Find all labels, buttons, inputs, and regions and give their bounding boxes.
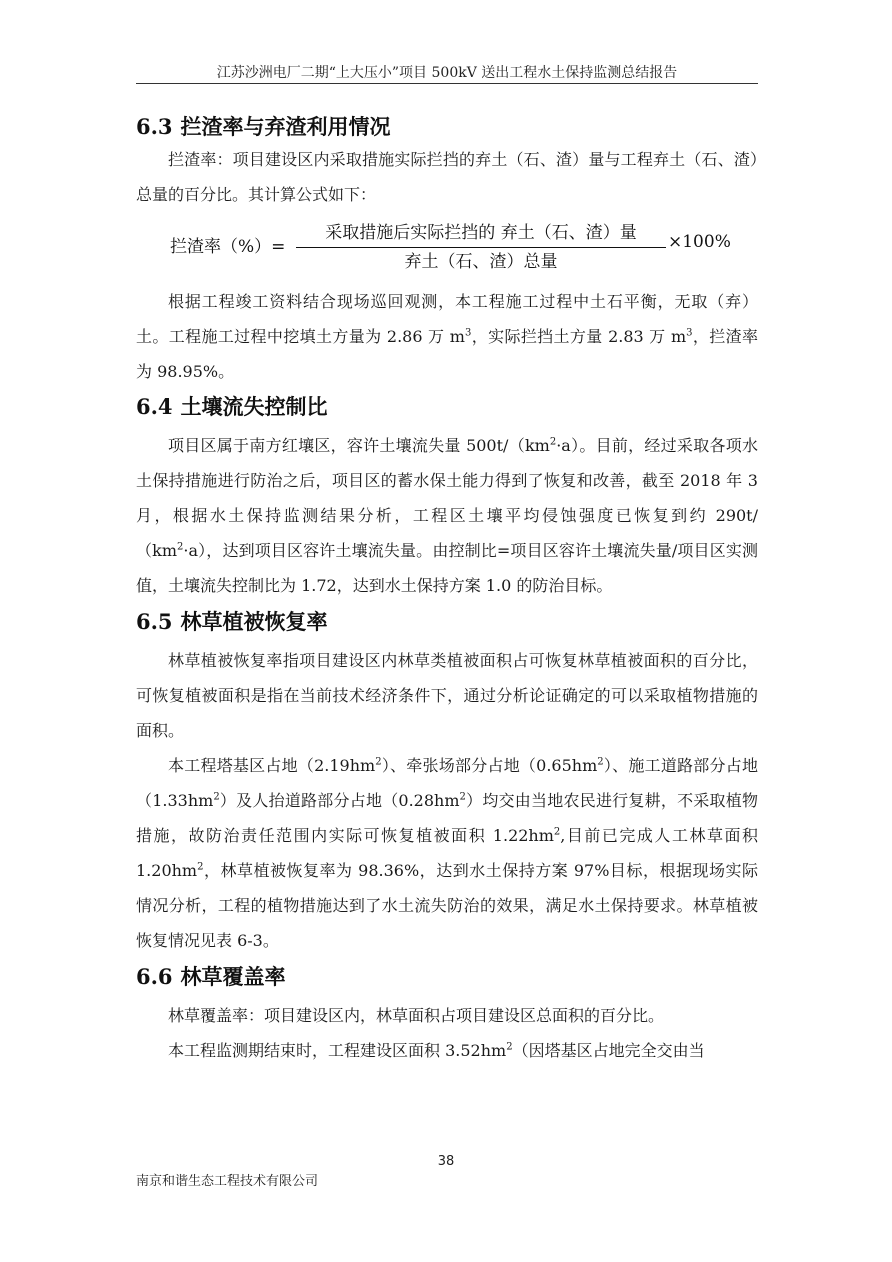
text-run: ）、施工道路部分占地（1.33hm <box>136 756 758 810</box>
formula-rhs: ×100% <box>668 232 731 252</box>
text-run: ·a），达到项目区容许土壤流失量。由控制比=项目区容许土壤流失量/项目区实测值，土壤流失控制比为 1.72，达到水土保持方案 1.0 的防治目标。 <box>136 541 758 595</box>
text-run: 本工程监测期结束时，工程建设区面积 3.52hm <box>168 1041 507 1060</box>
superscript: 2 <box>459 791 466 803</box>
superscript: 2 <box>553 826 561 838</box>
superscript: 2 <box>375 756 382 768</box>
text-run: ·a）。目前，经过采取各项水土保持措施进行防治之后，项目区的蓄水保土能力得到了恢复和改善，截至 2018 年 3 月，根据水土保持监测结果分析，工程区土壤平均侵蚀强度已恢复到约 290t/（km <box>136 436 758 560</box>
paragraph-vegetation-definition: 林草植被恢复率指项目建设区内林草类植被面积占可恢复林草植被面积的百分比，可恢复植被面积是指在当前技术经济条件下，通过分析论证确定的可以采取植物措施的面积。 <box>136 651 758 740</box>
superscript: 3 <box>686 327 693 339</box>
footer-company-name: 南京和谐生态工程技术有限公司 <box>136 1174 319 1189</box>
superscript: 2 <box>506 1041 513 1053</box>
text-run: 项目区属于南方红壤区，容许土壤流失量 500t/（km <box>168 436 550 455</box>
section-title: 拦渣率与弃渣利用情况 <box>180 114 391 139</box>
section-number: 6.6 <box>136 964 173 989</box>
text-run: ）均交由当地农民进行复耕，不采取植物措施，故防治责任范围内实际可恢复植被面积 1.22hm <box>136 791 758 845</box>
paragraph-soil-loss-control <box>136 428 758 603</box>
text-run: ）、牵张场部分占地（0.65hm <box>381 756 598 775</box>
formula-denominator: 弃土（石、渣）总量 <box>404 252 558 272</box>
superscript: 2 <box>597 756 604 768</box>
section-heading-6-3 <box>136 112 758 142</box>
paragraph-coverage-result <box>136 1033 758 1068</box>
formula-numerator: 采取措施后实际拦挡的 弃土（石、渣）量 <box>325 223 637 243</box>
superscript: 2 <box>197 861 204 873</box>
paragraph-retention-definition: 拦渣率：项目建设区内采取措施实际拦挡的弃土（石、渣）量与工程弃土（石、渣）总量的百分比。其计算公式如下： <box>136 150 758 204</box>
running-header: 江苏沙洲电厂二期“上大压小”项目 500kV 送出工程水土保持监测总结报告 <box>216 65 678 81</box>
formula-fraction <box>296 220 666 275</box>
section-heading-6-4 <box>136 392 758 422</box>
text-run: ，林草植被恢复率为 98.36%，达到水土保持方案 97%目标，根据现场实际情况分析，工程的植物措施达到了水土流失防治的效果，满足水土保持要求。林草植被恢复情况见表 6-3。 <box>136 861 758 950</box>
superscript: 2 <box>213 791 220 803</box>
superscript: 2 <box>177 541 184 553</box>
section-heading-6-6 <box>136 962 758 992</box>
header-rule <box>136 83 758 84</box>
text-run: 根据工程竣工资料结合现场巡回观测，本工程施工过程中土石平衡，无取（弃）土。工程施工过程中挖填土方量为 2.86 万 m <box>136 292 758 346</box>
section-number: 6.4 <box>136 394 173 419</box>
superscript: 2 <box>549 436 557 448</box>
text-run: ）及人抬道路部分占地（0.28hm <box>219 791 460 810</box>
section-title: 林草覆盖率 <box>180 964 286 989</box>
superscript: 3 <box>464 327 472 339</box>
text-run: ，实际拦挡土方量 2.83 万 m <box>471 327 687 346</box>
section-number: 6.3 <box>136 114 173 139</box>
paragraph-retention-result <box>136 284 758 389</box>
page-number: 38 <box>437 1154 455 1169</box>
text-run: ，拦渣率为 98.95%。 <box>136 327 758 381</box>
retention-rate-formula <box>136 220 758 274</box>
fraction-bar <box>296 247 666 248</box>
text-run: ,目前已完成人工林草面积 1.20hm <box>136 826 758 880</box>
paragraph-coverage-definition: 林草覆盖率：项目建设区内，林草面积占项目建设区总面积的百分比。 <box>168 1006 665 1025</box>
text-run: （因塔基区占地完全交由当 <box>512 1041 705 1060</box>
formula-lhs: 拦渣率（%）= <box>170 237 286 257</box>
text-run: 本工程塔基区占地（2.19hm <box>168 756 376 775</box>
section-title: 林草植被恢复率 <box>180 609 328 634</box>
paragraph-vegetation-result <box>136 748 758 958</box>
section-title: 土壤流失控制比 <box>180 394 328 419</box>
section-number: 6.5 <box>136 609 173 634</box>
page-body <box>136 112 758 1068</box>
section-heading-6-5 <box>136 607 758 637</box>
